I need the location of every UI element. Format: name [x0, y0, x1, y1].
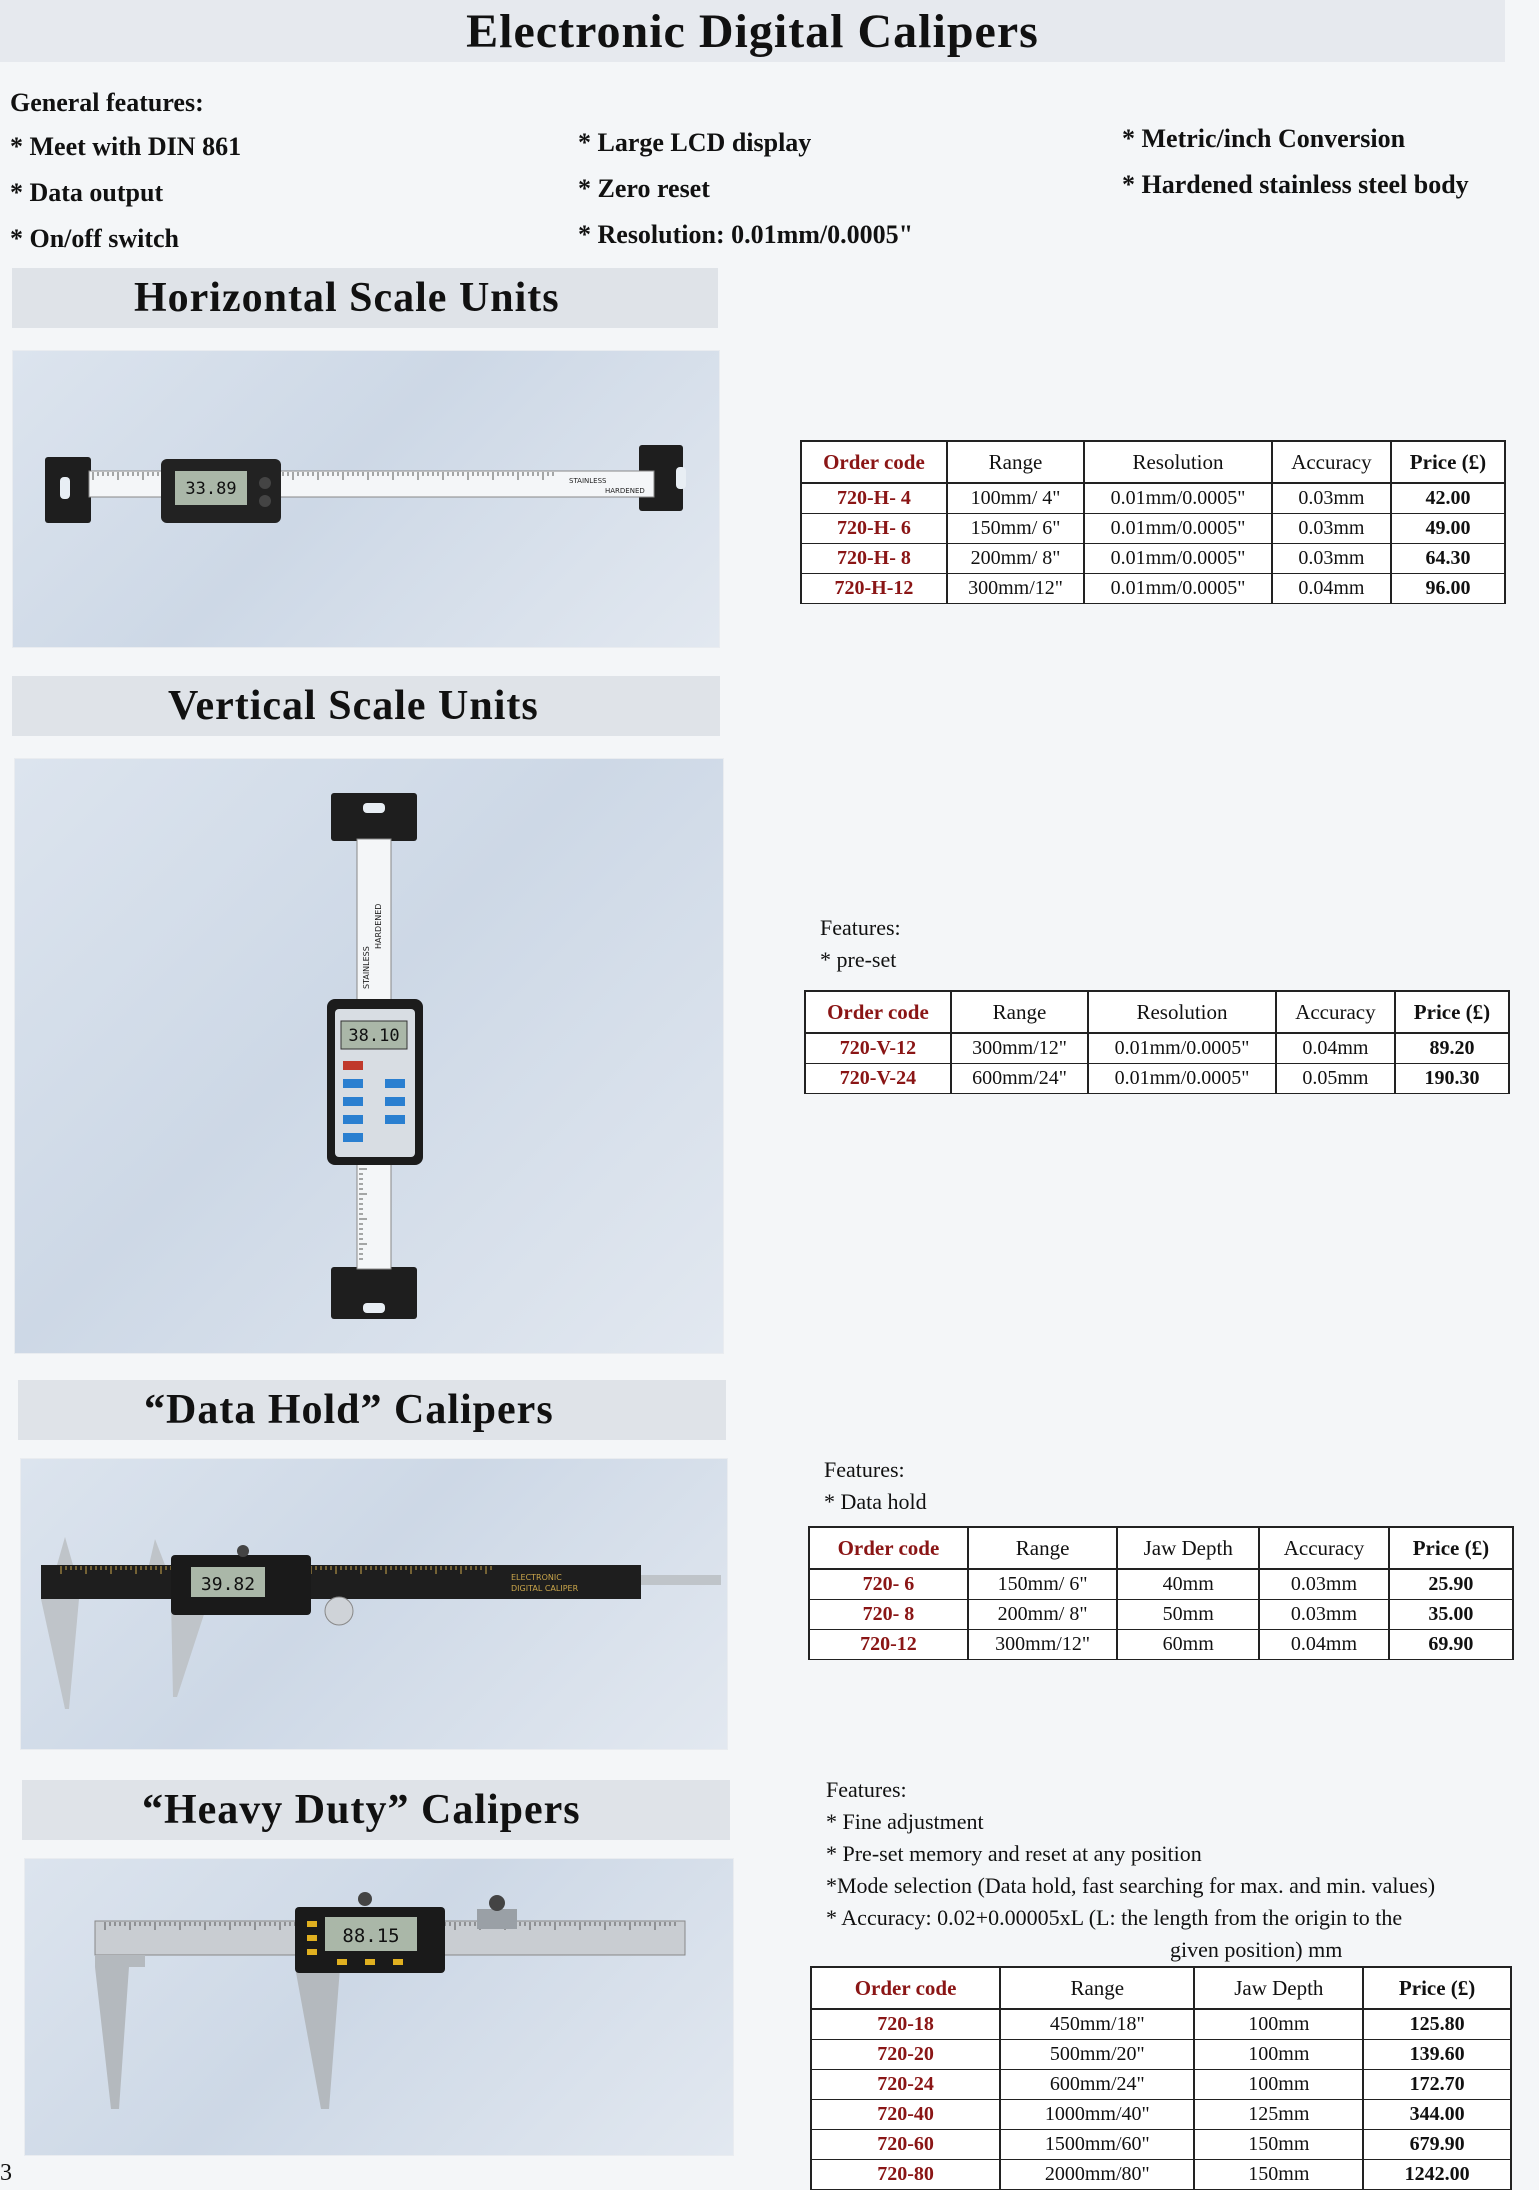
range-cell: 300mm/12"	[947, 574, 1084, 604]
order-code-cell: 720- 6	[809, 1569, 968, 1600]
data-hold-caliper-photo	[20, 1458, 728, 1750]
table-row	[805, 1033, 1509, 1064]
resolution-cell: 0.01mm/0.0005"	[1084, 514, 1272, 544]
accuracy-cell: 0.03mm	[1272, 483, 1391, 514]
col-order-code: Order code	[805, 991, 951, 1033]
feature-metric-inch: * Metric/inch Conversion	[1122, 124, 1406, 153]
order-code-cell: 720-V-24	[805, 1064, 951, 1094]
vertical-feature-item: * pre-set	[820, 947, 897, 972]
price-cell: 89.20	[1395, 1033, 1509, 1064]
table-row	[801, 544, 1505, 574]
table-row	[805, 1064, 1509, 1094]
col-order-code: Order code	[809, 1527, 968, 1569]
col-order-code: Order code	[801, 441, 947, 483]
heavy-duty-caliper-photo	[24, 1858, 734, 2156]
price-cell: 69.90	[1389, 1630, 1513, 1660]
order-code-cell: 720-40	[811, 2100, 1000, 2130]
resolution-cell: 0.01mm/0.0005"	[1084, 574, 1272, 604]
range-cell: 300mm/12"	[951, 1033, 1088, 1064]
price-cell: 42.00	[1391, 483, 1505, 514]
heavy-duty-features-heading: Features:	[826, 1777, 907, 1802]
svg-text:DIGITAL CALIPER: DIGITAL CALIPER	[511, 1584, 579, 1593]
table-header-row	[809, 1527, 1513, 1569]
accuracy-cell: 0.04mm	[1276, 1033, 1395, 1064]
price-cell: 1242.00	[1363, 2160, 1511, 2190]
jaw-depth-cell: 150mm	[1194, 2130, 1363, 2160]
col-jaw-depth: Jaw Depth	[1117, 1527, 1259, 1569]
range-cell: 1500mm/60"	[1000, 2130, 1194, 2160]
table-header-row	[805, 991, 1509, 1033]
resolution-cell: 0.01mm/0.0005"	[1084, 483, 1272, 514]
jaw-depth-cell: 125mm	[1194, 2100, 1363, 2130]
data-hold-features	[824, 1454, 927, 1518]
heavy-duty-section-title: “Heavy Duty” Calipers	[142, 1787, 581, 1833]
vertical-features-heading: Features:	[820, 915, 901, 940]
table-row	[811, 2009, 1511, 2040]
col-accuracy: Accuracy	[1272, 441, 1391, 483]
order-code-cell: 720-60	[811, 2130, 1000, 2160]
table-row	[811, 2070, 1511, 2100]
heavy-duty-feature-item: given position) mm	[1170, 1937, 1343, 1962]
range-cell: 1000mm/40"	[1000, 2100, 1194, 2130]
col-jaw-depth: Jaw Depth	[1194, 1967, 1363, 2009]
vertical-scale-photo	[14, 758, 724, 1354]
table-row	[801, 574, 1505, 604]
order-code-cell: 720-H- 6	[801, 514, 947, 544]
svg-text:STAINLESS: STAINLESS	[569, 477, 607, 485]
resolution-cell: 0.01mm/0.0005"	[1088, 1033, 1276, 1064]
order-code-cell: 720-H- 8	[801, 544, 947, 574]
feature-data-output: * Data output	[10, 178, 164, 207]
data-hold-section-title: “Data Hold” Calipers	[144, 1387, 554, 1433]
horizontal-spec-table	[800, 440, 1506, 604]
table-row	[809, 1600, 1513, 1630]
accuracy-cell: 0.03mm	[1259, 1569, 1389, 1600]
horizontal-scale-photo	[12, 350, 720, 648]
jaw-depth-cell: 100mm	[1194, 2040, 1363, 2070]
price-cell: 139.60	[1363, 2040, 1511, 2070]
col-price: Price (£)	[1389, 1527, 1513, 1569]
resolution-cell: 0.01mm/0.0005"	[1088, 1064, 1276, 1094]
vertical-lcd-reading: 38.10	[348, 1026, 400, 1046]
jaw-depth-cell: 100mm	[1194, 2009, 1363, 2040]
heavy-duty-feature-item: * Fine adjustment	[826, 1809, 984, 1834]
price-cell: 172.70	[1363, 2070, 1511, 2100]
feature-resolution: * Resolution: 0.01mm/0.0005"	[578, 220, 914, 249]
svg-text:HARDENED: HARDENED	[605, 487, 645, 495]
heavy-duty-feature-item: * Pre-set memory and reset at any position	[826, 1841, 1202, 1866]
price-cell: 125.80	[1363, 2009, 1511, 2040]
data-hold-lcd-reading: 39.82	[200, 1574, 256, 1595]
page-title: Electronic Digital Calipers	[466, 5, 1039, 58]
table-header-row	[801, 441, 1505, 483]
col-range: Range	[951, 991, 1088, 1033]
vertical-spec-table	[804, 990, 1510, 1094]
col-price: Price (£)	[1363, 1967, 1511, 2009]
order-code-cell: 720-18	[811, 2009, 1000, 2040]
range-cell: 100mm/ 4"	[947, 483, 1084, 514]
range-cell: 600mm/24"	[1000, 2070, 1194, 2100]
range-cell: 2000mm/80"	[1000, 2160, 1194, 2190]
range-cell: 300mm/12"	[968, 1630, 1117, 1660]
range-cell: 150mm/ 6"	[947, 514, 1084, 544]
page-number: 3	[0, 2160, 12, 2186]
feature-zero-reset: * Zero reset	[578, 174, 710, 203]
table-row	[811, 2160, 1511, 2190]
col-range: Range	[968, 1527, 1117, 1569]
table-row	[811, 2040, 1511, 2070]
feature-din: * Meet with DIN 861	[10, 132, 242, 161]
range-cell: 600mm/24"	[951, 1064, 1088, 1094]
col-resolution: Resolution	[1088, 991, 1276, 1033]
svg-text:HARDENED: HARDENED	[374, 903, 383, 949]
order-code-cell: 720-V-12	[805, 1033, 951, 1064]
range-cell: 200mm/ 8"	[968, 1600, 1117, 1630]
price-cell: 35.00	[1389, 1600, 1513, 1630]
table-row	[801, 483, 1505, 514]
table-row	[801, 514, 1505, 544]
general-features-heading: General features:	[10, 88, 204, 117]
accuracy-cell: 0.05mm	[1276, 1064, 1395, 1094]
price-cell: 64.30	[1391, 544, 1505, 574]
price-cell: 25.90	[1389, 1569, 1513, 1600]
table-header-row	[811, 1967, 1511, 2009]
col-accuracy: Accuracy	[1259, 1527, 1389, 1569]
jaw-depth-cell: 100mm	[1194, 2070, 1363, 2100]
accuracy-cell: 0.03mm	[1272, 514, 1391, 544]
order-code-cell: 720- 8	[809, 1600, 968, 1630]
svg-text:STAINLESS: STAINLESS	[362, 946, 371, 989]
order-code-cell: 720-12	[809, 1630, 968, 1660]
jaw-depth-cell: 50mm	[1117, 1600, 1259, 1630]
svg-text:ELECTRONIC: ELECTRONIC	[511, 1573, 562, 1582]
jaw-depth-cell: 40mm	[1117, 1569, 1259, 1600]
jaw-depth-cell: 150mm	[1194, 2160, 1363, 2190]
col-range: Range	[947, 441, 1084, 483]
range-cell: 150mm/ 6"	[968, 1569, 1117, 1600]
order-code-cell: 720-80	[811, 2160, 1000, 2190]
table-row	[809, 1569, 1513, 1600]
col-price: Price (£)	[1395, 991, 1509, 1033]
col-resolution: Resolution	[1084, 441, 1272, 483]
heavy-duty-feature-item: *Mode selection (Data hold, fast searching for max. and min. values)	[826, 1873, 1436, 1898]
heavy-duty-spec-table	[810, 1966, 1512, 2190]
range-cell: 200mm/ 8"	[947, 544, 1084, 574]
accuracy-cell: 0.04mm	[1259, 1630, 1389, 1660]
vertical-section-title: Vertical Scale Units	[168, 683, 539, 729]
data-hold-spec-table	[808, 1526, 1514, 1660]
feature-stainless-body: * Hardened stainless steel body	[1122, 170, 1469, 199]
data-hold-feature-item: * Data hold	[824, 1489, 927, 1514]
col-accuracy: Accuracy	[1276, 991, 1395, 1033]
col-range: Range	[1000, 1967, 1194, 2009]
range-cell: 500mm/20"	[1000, 2040, 1194, 2070]
price-cell: 190.30	[1395, 1064, 1509, 1094]
accuracy-cell: 0.03mm	[1272, 544, 1391, 574]
price-cell: 344.00	[1363, 2100, 1511, 2130]
col-price: Price (£)	[1391, 441, 1505, 483]
data-hold-features-heading: Features:	[824, 1457, 905, 1482]
horizontal-lcd-reading: 33.89	[185, 479, 237, 499]
table-row	[811, 2130, 1511, 2160]
price-cell: 49.00	[1391, 514, 1505, 544]
col-order-code: Order code	[811, 1967, 1000, 2009]
resolution-cell: 0.01mm/0.0005"	[1084, 544, 1272, 574]
vertical-features	[820, 912, 901, 976]
order-code-cell: 720-H- 4	[801, 483, 947, 514]
range-cell: 450mm/18"	[1000, 2009, 1194, 2040]
jaw-depth-cell: 60mm	[1117, 1630, 1259, 1660]
horizontal-section-title: Horizontal Scale Units	[134, 275, 560, 321]
table-row	[811, 2100, 1511, 2130]
accuracy-cell: 0.04mm	[1272, 574, 1391, 604]
table-row	[809, 1630, 1513, 1660]
price-cell: 679.90	[1363, 2130, 1511, 2160]
feature-on-off: * On/off switch	[10, 224, 179, 253]
heavy-duty-feature-item: * Accuracy: 0.02+0.00005xL (L: the length from the origin to the	[826, 1905, 1403, 1930]
accuracy-cell: 0.03mm	[1259, 1600, 1389, 1630]
heavy-duty-features	[826, 1774, 1435, 1966]
price-cell: 96.00	[1391, 574, 1505, 604]
order-code-cell: 720-H-12	[801, 574, 947, 604]
order-code-cell: 720-20	[811, 2040, 1000, 2070]
feature-lcd: * Large LCD display	[578, 128, 812, 157]
heavy-duty-lcd-reading: 88.15	[342, 1925, 400, 1947]
order-code-cell: 720-24	[811, 2070, 1000, 2100]
